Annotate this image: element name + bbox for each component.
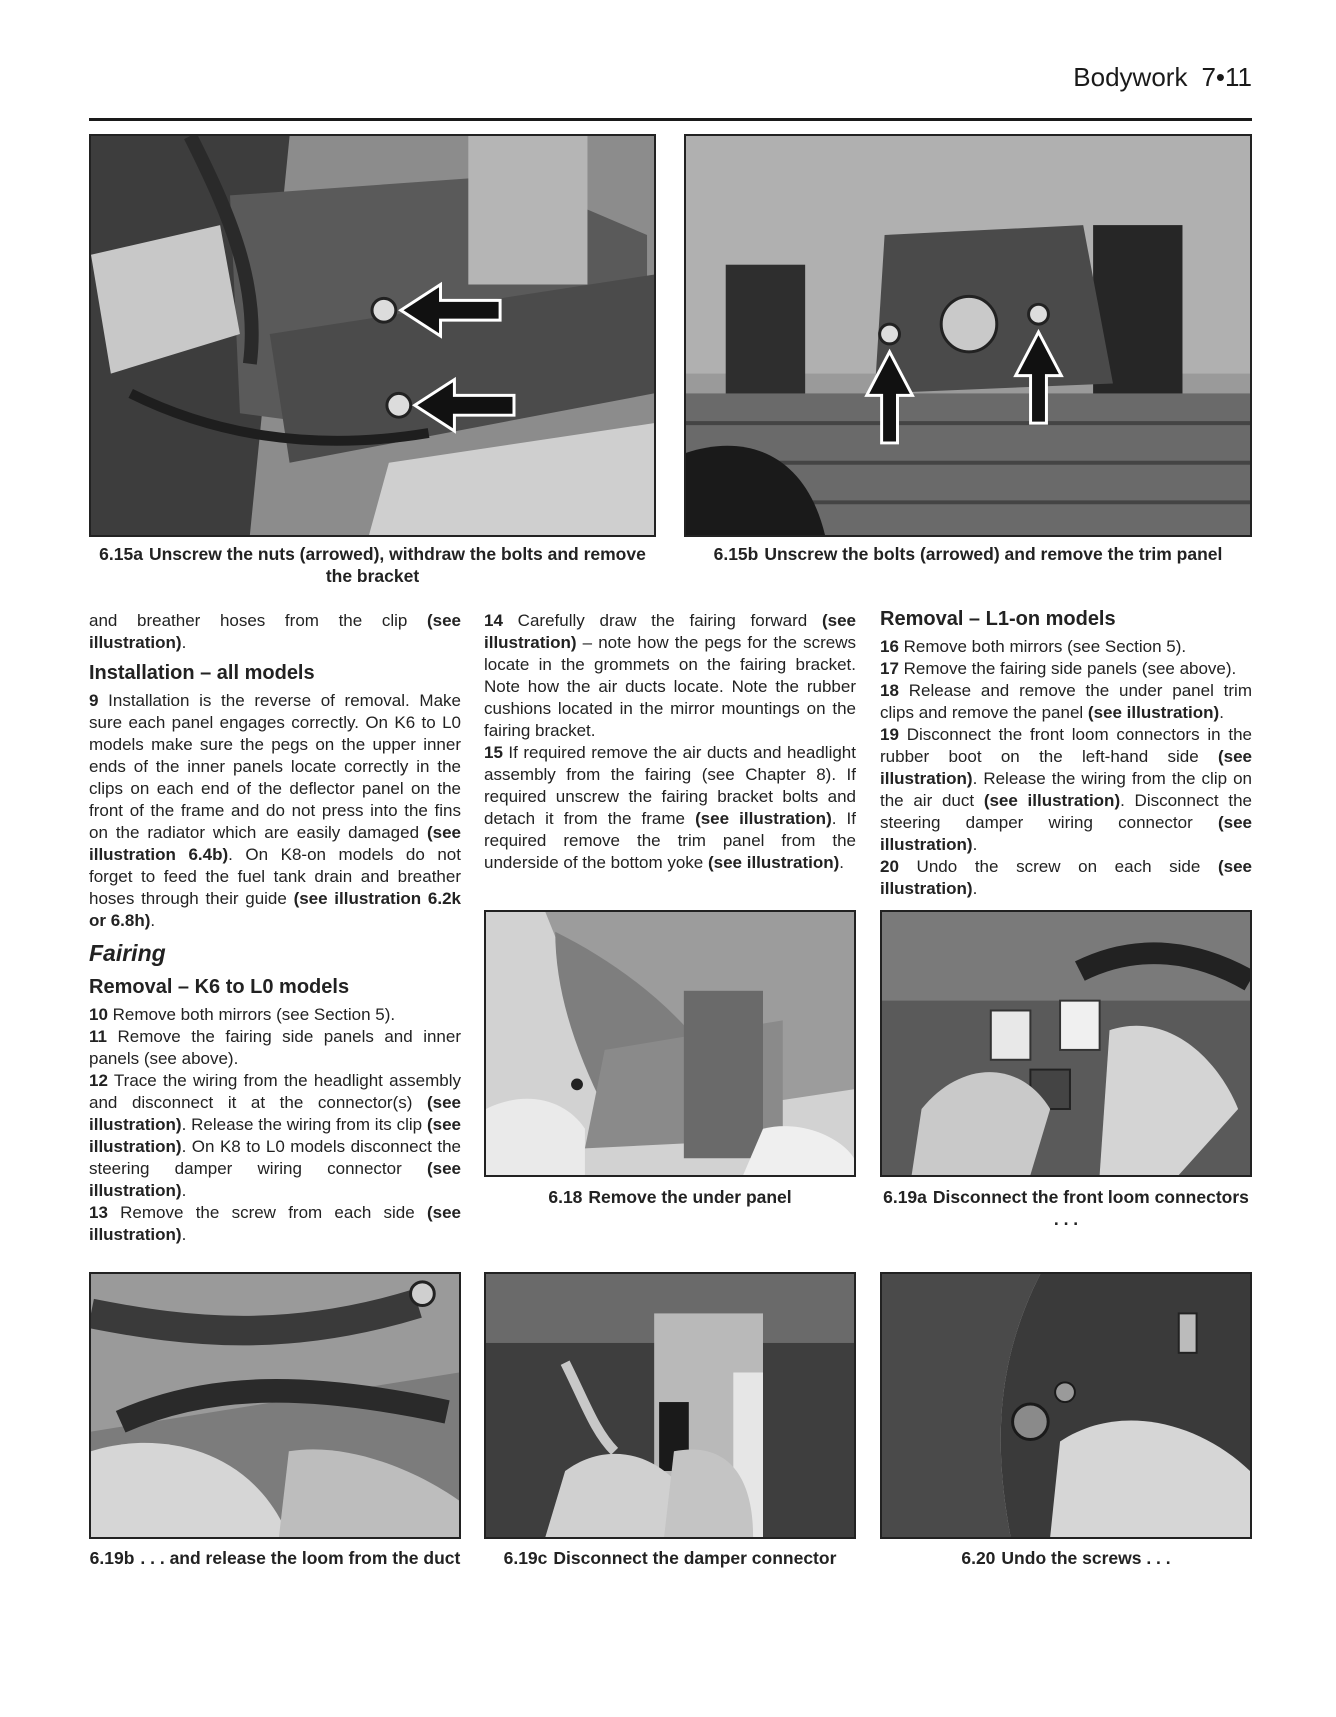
text-run: . [1219, 703, 1224, 722]
caption-text: Undo the screws . . . [1001, 1548, 1171, 1568]
step-number: 20 [880, 857, 899, 876]
step-number: 12 [89, 1071, 108, 1090]
text-run: . Release the wiring from the clip on the air duct [880, 769, 1252, 810]
photo-6-19b-image [91, 1274, 459, 1537]
text-run: Remove the fairing side panels and inner panels (see above). [89, 1027, 461, 1068]
photo-6-19c [484, 1272, 856, 1539]
paragraph-10 [89, 1004, 461, 1026]
page-number: 7•11 [1201, 62, 1252, 92]
text-run: Installation is the reverse of removal. Make sure each panel engages correctly. On K6 to L0 models make sure the pegs on the upper inner ends of the inner panels locate correctly in the clips on each end of the deflector panel on the front of the frame and do not press into the fins on the radiator which are easily damaged [89, 691, 461, 842]
photo-6-15b [684, 134, 1252, 537]
text-run: . [972, 835, 978, 854]
caption-6-19b [89, 1547, 461, 1569]
paragraph-9 [89, 690, 461, 932]
cross-reference: (see illustration) [89, 611, 461, 652]
text-run: Remove the screw from each side [107, 1203, 427, 1222]
caption-number: 6.19b [89, 1548, 135, 1568]
page-header [89, 52, 1252, 121]
photo-6-19a [880, 910, 1252, 1177]
caption-number: 6.18 [548, 1187, 583, 1207]
cross-reference: (see illustration 6.2k or 6.8h) [89, 889, 461, 930]
text-run: Carefully draw the fairing forward [502, 611, 822, 630]
text-run: – note how the pegs for the screws locate in the grommets on the fairing bracket. Note how the air ducts locate. Note the rubber cushions located in the mirror mountings on the fairing bracket. [484, 633, 856, 740]
paragraph-18 [880, 680, 1252, 724]
text-run: . [150, 911, 156, 930]
running-head [1073, 62, 1252, 93]
caption-6-18 [484, 1186, 856, 1208]
caption-6-15b [684, 543, 1252, 565]
caption-6-20 [880, 1547, 1252, 1569]
caption-text: Disconnect the damper connector [553, 1548, 837, 1568]
section-title: Bodywork [1073, 62, 1188, 92]
step-number: 10 [89, 1005, 108, 1024]
text-run: Trace the wiring from the headlight assembly and disconnect it at the connector(s) [89, 1071, 461, 1112]
paragraph-16 [880, 636, 1252, 658]
caption-number: 6.20 [961, 1548, 996, 1568]
step-number: 11 [89, 1027, 107, 1046]
text-run: Release and remove the under panel trim clips and remove the panel [880, 681, 1252, 722]
caption-6-19c [484, 1547, 856, 1569]
text-run: . If required remove the trim panel from the underside of the bottom yoke [484, 809, 856, 872]
text-run: . On K8 to L0 models disconnect the steering damper wiring connector [89, 1137, 461, 1178]
cross-reference: (see illustration) [89, 1115, 461, 1156]
text-run: . Release the wiring from its clip [181, 1115, 427, 1134]
photo-6-19a-image [882, 912, 1250, 1175]
photo-6-19c-image [486, 1274, 854, 1537]
paragraph-12 [89, 1070, 461, 1202]
caption-number: 6.19a [883, 1187, 927, 1207]
cross-reference: (see illustration) [880, 813, 1252, 854]
caption-number: 6.15a [99, 544, 143, 564]
cross-reference: (see illustration) [983, 791, 1121, 810]
text-run: . Disconnect the steering damper wiring connector [880, 791, 1252, 832]
paragraph-continued [89, 610, 461, 654]
cross-reference: (see illustration) [707, 853, 840, 872]
text-run: . [839, 853, 845, 872]
text-run: and breather hoses from the clip [89, 611, 427, 630]
caption-6-15a [89, 543, 656, 587]
caption-text: Remove the under panel [588, 1187, 792, 1207]
photo-6-20-image [882, 1274, 1250, 1537]
paragraph-15 [484, 742, 856, 874]
text-run: Remove both mirrors (see Section 5). [898, 637, 1187, 656]
caption-text: . . . and release the loom from the duct [140, 1548, 461, 1568]
text-run: . [972, 879, 978, 898]
photo-6-15a-image [91, 136, 654, 535]
cross-reference: (see illustration) [880, 747, 1252, 788]
cross-reference: (see illustration) [89, 1203, 461, 1244]
step-number: 18 [880, 681, 899, 700]
cross-reference: (see illustration 6.4b) [89, 823, 461, 864]
caption-6-19a [880, 1186, 1252, 1230]
text-run: Remove the fairing side panels (see above). [898, 659, 1237, 678]
step-number: 15 [484, 743, 503, 762]
cross-reference: (see illustration) [1087, 703, 1220, 722]
caption-number: 6.15b [713, 544, 759, 564]
photo-6-19b [89, 1272, 461, 1539]
cross-reference: (see illustration) [89, 1093, 461, 1134]
text-run: . [181, 633, 187, 652]
caption-text: Disconnect the front loom connectors . . . [932, 1187, 1249, 1229]
step-number: 14 [484, 611, 503, 630]
photo-6-20 [880, 1272, 1252, 1539]
photo-6-15b-image [686, 136, 1250, 535]
heading-removal-l1: Removal – L1-on models [880, 608, 1116, 630]
paragraph-14 [484, 610, 856, 742]
text-run: If required remove the air ducts and headlight assembly from the fairing (see Chapter 8). If required unscrew the fairing bracket bolts and detach it from the frame [484, 743, 856, 828]
text-run: Disconnect the front loom connectors in the rubber boot on the left-hand side [880, 725, 1252, 766]
paragraph-19 [880, 724, 1252, 856]
paragraph-17 [880, 658, 1252, 680]
step-number: 17 [880, 659, 899, 678]
cross-reference: (see illustration) [484, 611, 856, 652]
text-column-3 [880, 606, 1252, 900]
step-number: 13 [89, 1203, 108, 1222]
photo-6-15a [89, 134, 656, 537]
cross-reference: (see illustration) [880, 857, 1252, 898]
paragraph-20 [880, 856, 1252, 900]
text-run: . [181, 1225, 187, 1244]
paragraph-13 [89, 1202, 461, 1246]
cross-reference: (see illustration) [695, 809, 832, 828]
photo-6-18-image [486, 912, 854, 1175]
text-column-2 [484, 610, 856, 874]
step-number: 16 [880, 637, 899, 656]
heading-installation: Installation – all models [89, 662, 315, 684]
text-run: . [181, 1181, 187, 1200]
step-number: 19 [880, 725, 899, 744]
step-number: 9 [89, 691, 99, 710]
paragraph-11 [89, 1026, 461, 1070]
text-run: Undo the screw on each side [898, 857, 1218, 876]
caption-text: Unscrew the bolts (arrowed) and remove the trim panel [764, 544, 1223, 564]
heading-fairing: Fairing [89, 940, 166, 966]
text-column-1 [89, 610, 461, 1246]
cross-reference: (see illustration) [89, 1159, 461, 1200]
caption-text: Unscrew the nuts (arrowed), withdraw the bolts and remove the bracket [148, 544, 646, 586]
caption-number: 6.19c [503, 1548, 548, 1568]
text-run: . On K8-on models do not forget to feed the fuel tank drain and breather hoses through their guide [89, 845, 461, 908]
photo-6-18 [484, 910, 856, 1177]
heading-removal-k6: Removal – K6 to L0 models [89, 976, 350, 998]
text-run: Remove both mirrors (see Section 5). [107, 1005, 396, 1024]
